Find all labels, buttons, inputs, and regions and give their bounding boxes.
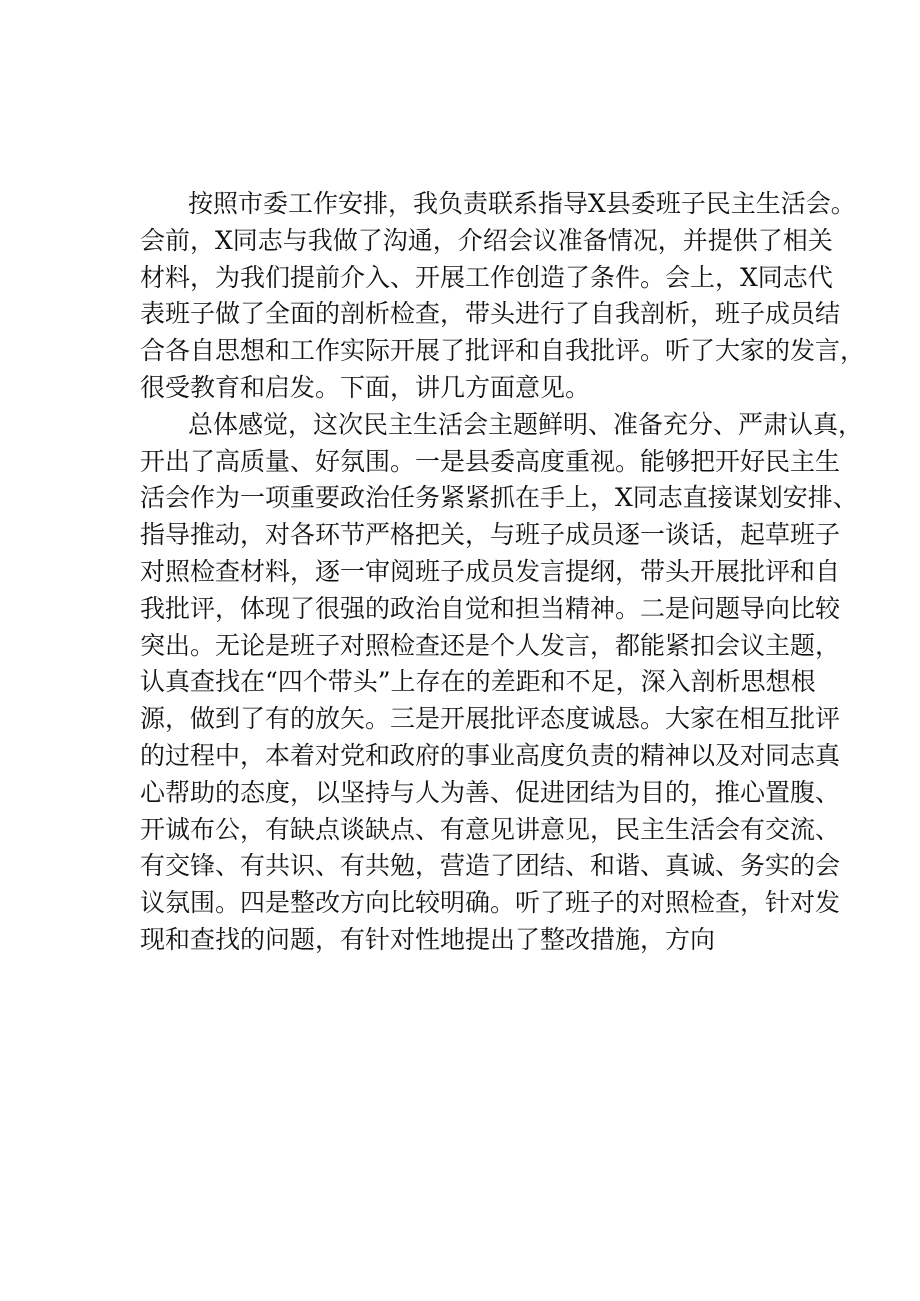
- paragraph-line: 开出了高质量、好氛围。一是县委高度重视。能够把开好民主生: [140, 446, 841, 476]
- paragraph-line: 的过程中，本着对党和政府的事业高度负责的精神以及对同志真: [140, 740, 841, 770]
- paragraph-line: 议氛围。四是整改方向比较明确。听了班子的对照检查，针对发: [140, 888, 841, 918]
- paragraph-2: [140, 407, 864, 959]
- paragraph-line: 对照检查材料，逐一审阅班子成员发言提纲，带头开展批评和自: [140, 556, 841, 586]
- paragraph-line: 很受教育和启发。下面，讲几方面意见。: [140, 372, 591, 402]
- paragraph-line: 心帮助的态度，以坚持与人为善、促进团结为目的，推心置腹、: [140, 777, 841, 807]
- paragraph-line: 材料，为我们提前介入、开展工作创造了条件。会上，X同志代: [140, 262, 833, 292]
- paragraph-line: 开诚布公，有缺点谈缺点、有意见讲意见，民主生活会有交流、: [140, 814, 841, 844]
- paragraph-line: 会前，X同志与我做了沟通，介绍会议准备情况，并提供了相关: [140, 225, 833, 255]
- paragraph-line: 源，做到了有的放矢。三是开展批评态度诚恳。大家在相互批评: [140, 704, 841, 734]
- paragraph-1: [140, 186, 866, 407]
- paragraph-line: 总体感觉，这次民主生活会主题鲜明、准备充分、严肃认真，: [188, 409, 864, 439]
- paragraph-line: 活会作为一项重要政治任务紧紧抓在手上，X同志直接谋划安排、: [140, 483, 858, 513]
- paragraph-line: 按照市委工作安排，我负责联系指导X县委班子民主生活会。: [188, 189, 856, 218]
- paragraph-line: 认真查找在“四个带头”上存在的差距和不足，深入剖析思想根: [140, 667, 816, 697]
- paragraph-line: 我批评，体现了很强的政治自觉和担当精神。二是问题导向比较: [140, 593, 841, 623]
- paragraph-line: 合各自思想和工作实际开展了批评和自我批评。听了大家的发言，: [140, 336, 866, 366]
- paragraph-line: 指导推动，对各环节严格把关，与班子成员逐一谈话，起草班子: [140, 520, 841, 550]
- paragraph-line: 突出。无论是班子对照检查还是个人发言，都能紧扣会议主题，: [140, 630, 841, 660]
- document-body: [140, 186, 866, 959]
- paragraph-line: 现和查找的问题，有针对性地提出了整改措施，方向: [140, 924, 716, 954]
- paragraph-line: 表班子做了全面的剖析检查，带头进行了自我剖析，班子成员结: [140, 299, 841, 329]
- paragraph-line: 有交锋、有共识、有共勉，营造了团结、和谐、真诚、务实的会: [140, 851, 841, 881]
